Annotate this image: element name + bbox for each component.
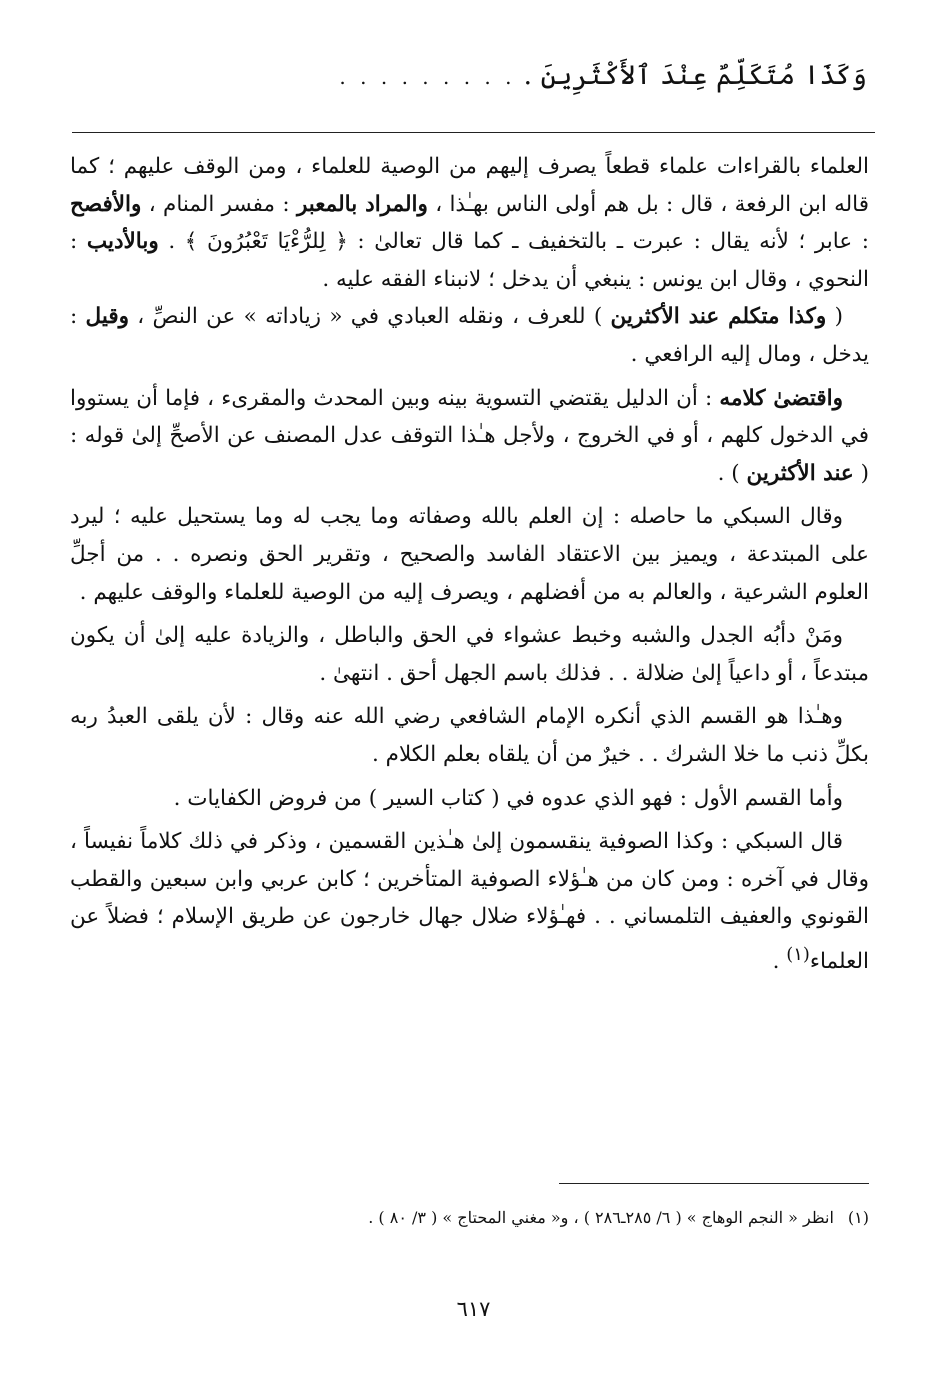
paragraph-7: وأما القسم الأول : فهو الذي عدوه في ( كتاب السير ) من فروض الكفايات . bbox=[173, 785, 843, 811]
bold-term: وقيل bbox=[85, 304, 129, 330]
text-span: : أن الدليل يقتضي التسوية بينه وبين المحدث والمقرىء ، فإما أن يستووا في الدخول كلهم ، أو في الخروج ، ولأجل هـٰذا التوقف عدل المصنف عن الأصحِّ إلىٰ قوله : ( bbox=[70, 385, 869, 486]
footnote-reference[interactable]: (١) bbox=[786, 943, 810, 965]
main-text bbox=[70, 148, 869, 981]
running-header-dots: . . . . . . . . . bbox=[339, 65, 516, 89]
bold-term: والأفصح bbox=[70, 191, 142, 217]
paragraph-5: ومَنْ دأبُه الجدل والشبه وخبط عشواء في الحق والباطل ، والزيادة عليه إلىٰ أن يكون مبتدعاً ، أو داعياً إلىٰ ضلالة . . فذلك باسم الجهل أحق . انتهىٰ . bbox=[70, 623, 869, 686]
footnote bbox=[70, 1205, 869, 1231]
footnote-rule bbox=[559, 1183, 869, 1184]
bold-term: والمراد بالمعبر bbox=[296, 191, 428, 217]
text-span: ) . bbox=[717, 460, 747, 486]
paragraph-8 bbox=[70, 823, 869, 981]
text-line: كما قاله ابن الرفعة ، قال : بل هم أولى الناس بهـٰذا ، bbox=[70, 154, 870, 217]
text-span: : يدخل ، ومال إليه الرافعي . bbox=[70, 304, 869, 367]
bold-term: عند الأكثرين bbox=[746, 460, 854, 486]
text-span: ) للعرف ، ونقله العبادي في « زياداته » عن النصِّ ، bbox=[137, 304, 611, 330]
text-line: : مفسر المنام ، bbox=[148, 191, 297, 217]
paragraph-6: وهـٰذا هو القسم الذي أنكره الإمام الشافعي رضي الله عنه وقال : لأن يلقى العبدُ ربه بكلِّ ذنب ما خلا الشرك . . خيرٌ من أن يلقاه بعلم الكلام . bbox=[70, 704, 869, 767]
paragraph-4: وقال السبكي ما حاصله : إن العلم بالله وصفاته وما يجب له وما يستحيل عليه ؛ ليرد على المبتدعة ، ويميز بين الاعتقاد الفاسد والصحيح ، وتقرير الحق ونصره . . من أجلِّ العلوم الشرعية ، والعالم به من أفضلهم ، ويصرف إليه من الوصية للعلماء والوقف عليهم . bbox=[70, 504, 869, 605]
paragraph-3 bbox=[70, 380, 869, 493]
paragraph-1 bbox=[70, 148, 869, 298]
text-span: . bbox=[772, 949, 787, 975]
header-rule bbox=[72, 132, 875, 133]
paragraph-2 bbox=[70, 298, 869, 373]
text-span: ( bbox=[826, 304, 843, 330]
text-span: قال السبكي : وكذا الصوفية ينقسمون إلىٰ هـٰذين القسمين ، وذكر في ذلك كلاماً نفيساً ، وقال في آخره : ومن كان من هـٰؤلاء الصوفية المتأخرين ؛ كابن عربي وابن سبعين والقطب القونوي والعفيف التلمساني . . فهـٰؤلاء ضلال جهال خارجون عن طريق الإسلام ؛ فضلاً عن العلماء bbox=[70, 829, 869, 975]
bold-term: واقتضىٰ كلامه bbox=[719, 385, 844, 411]
page-number: ٦١٧ bbox=[456, 1297, 491, 1321]
footnote-number: (١) bbox=[847, 1208, 869, 1227]
bold-term: وبالأديب bbox=[86, 229, 159, 255]
text-line: : النحوي ، وقال ابن يونس : ينبغي أن يدخل ؛ لانبناء الفقه عليه . bbox=[70, 229, 869, 292]
running-header bbox=[80, 60, 867, 106]
bold-term: وكذا متكلم عند الأكثرين bbox=[610, 304, 827, 330]
footnote-text: انظر « النجم الوهاج » ( ٦/ ٢٨٥ـ٢٨٦ ) ، و« مغني المحتاج » ( ٣/ ٨٠ ) . bbox=[368, 1208, 834, 1227]
running-header-title: وَكَذَا مُتَكَلِّمٌ عِنْدَ ٱلأَكْثَرِينَ . bbox=[523, 60, 867, 91]
text-line: : عابر ؛ لأنه يقال : عبرت ـ بالتخفيف ـ كما قال تعالىٰ : ﴿ لِلرُّءْيَا تَعْبُرُونَ ﴾ . bbox=[168, 229, 870, 255]
text-line: العلماء بالقراءات علماء قطعاً يصرف إليهم من الوصية للعلماء ، ومن الوقف عليهم ؛ bbox=[108, 154, 869, 179]
